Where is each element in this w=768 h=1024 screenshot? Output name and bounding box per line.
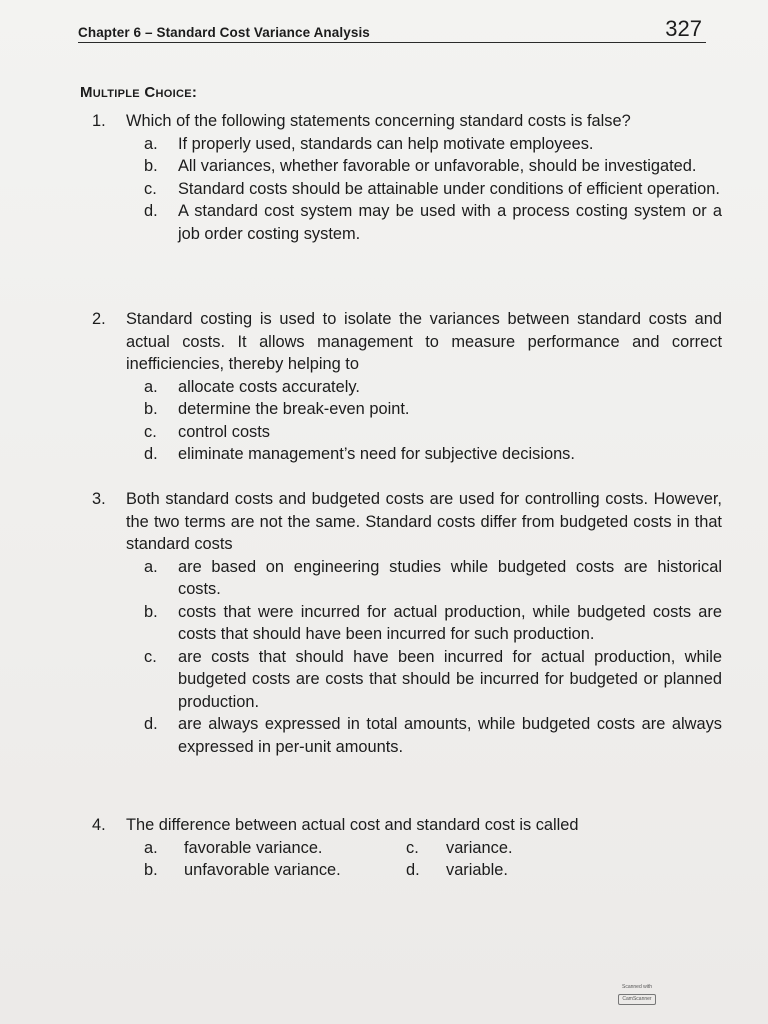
option-list xyxy=(144,556,722,759)
question-text: Both standard costs and budgeted costs are used for controlling costs. However, the two terms are not the same. Standard costs differ from budgeted costs in that standard costs xyxy=(126,490,722,553)
option-a xyxy=(144,133,722,156)
option-letter: c. xyxy=(144,179,157,198)
option-a xyxy=(144,376,722,399)
option-list xyxy=(144,376,722,466)
option-text: unfavorable variance. xyxy=(184,861,341,879)
option-letter: b. xyxy=(144,157,158,175)
option-text: A standard cost system may be used with a process costing system or a job order costing system. xyxy=(178,202,722,243)
option-letter: b. xyxy=(144,400,158,418)
option-letter: d. xyxy=(144,202,158,220)
option-c xyxy=(406,837,668,860)
option-text: determine the break-even point. xyxy=(178,400,410,418)
option-list xyxy=(144,133,722,246)
option-letter: c. xyxy=(144,422,157,441)
option-text: eliminate management’s need for subjective decisions. xyxy=(178,445,575,463)
page-number: 327 xyxy=(665,16,702,41)
option-d xyxy=(144,443,722,466)
option-a xyxy=(144,556,722,601)
option-grid xyxy=(144,837,722,882)
question-3 xyxy=(92,488,722,758)
option-letter: c. xyxy=(406,838,419,857)
question-number: 2. xyxy=(92,310,106,328)
option-text: variance. xyxy=(446,838,513,857)
question-number: 4. xyxy=(92,816,106,834)
option-b xyxy=(144,398,722,421)
scanner-stamp xyxy=(618,984,656,1012)
option-d xyxy=(144,713,722,758)
option-column-right xyxy=(406,837,668,882)
option-letter: a. xyxy=(144,377,158,396)
scanner-stamp-line1: Scanned with xyxy=(621,984,653,990)
option-letter: c. xyxy=(144,647,157,666)
option-b xyxy=(144,155,722,178)
option-d xyxy=(406,859,668,882)
option-letter: a. xyxy=(144,557,158,576)
option-text: are based on engineering studies while budgeted costs are historical costs. xyxy=(178,557,722,598)
option-text: Standard costs should be attainable under conditions of efficient operation. xyxy=(178,179,720,198)
option-text: costs that were incurred for actual production, while budgeted costs are costs that should have been incurred for such production. xyxy=(178,602,722,643)
option-d xyxy=(144,200,722,245)
question-2 xyxy=(92,308,722,466)
option-c xyxy=(144,178,722,201)
chapter-title: Chapter 6 – Standard Cost Variance Analysis xyxy=(78,25,370,40)
option-c xyxy=(144,646,722,714)
option-letter: b. xyxy=(144,861,158,879)
question-4 xyxy=(92,814,722,882)
option-b xyxy=(144,601,722,646)
question-text: Standard costing is used to isolate the variances between standard costs and actual costs. It allows management to measure performance and correct inefficiencies, thereby helping to xyxy=(126,310,722,373)
option-text: are costs that should have been incurred for actual production, while budgeted costs are costs that should be incurred for budgeted or planned production. xyxy=(178,647,722,711)
option-text: control costs xyxy=(178,422,271,441)
option-b xyxy=(144,859,406,882)
option-a xyxy=(144,837,406,860)
option-text: allocate costs accurately. xyxy=(178,377,360,396)
question-number: 1. xyxy=(92,112,106,130)
option-c xyxy=(144,421,722,444)
option-text: favorable variance. xyxy=(184,838,323,857)
question-1 xyxy=(92,110,722,245)
question-number: 3. xyxy=(92,490,106,508)
option-text: If properly used, standards can help motivate employees. xyxy=(178,134,594,153)
option-text: are always expressed in total amounts, while budgeted costs are always expressed in per-unit amounts. xyxy=(178,715,722,756)
option-text: variable. xyxy=(446,861,508,879)
option-letter: d. xyxy=(406,861,420,879)
option-column-left xyxy=(144,837,406,882)
option-letter: a. xyxy=(144,134,158,153)
option-letter: d. xyxy=(144,715,158,733)
question-text: Which of the following statements concerning standard costs is false? xyxy=(126,112,631,130)
option-text: All variances, whether favorable or unfavorable, should be investigated. xyxy=(178,157,697,175)
camscanner-logo-icon: CamScanner xyxy=(618,994,655,1005)
option-letter: b. xyxy=(144,602,158,621)
option-letter: a. xyxy=(144,838,158,857)
page-header xyxy=(78,14,706,43)
option-letter: d. xyxy=(144,445,158,463)
question-text: The difference between actual cost and standard cost is called xyxy=(126,816,579,834)
section-title: Multiple Choice: xyxy=(80,84,198,101)
